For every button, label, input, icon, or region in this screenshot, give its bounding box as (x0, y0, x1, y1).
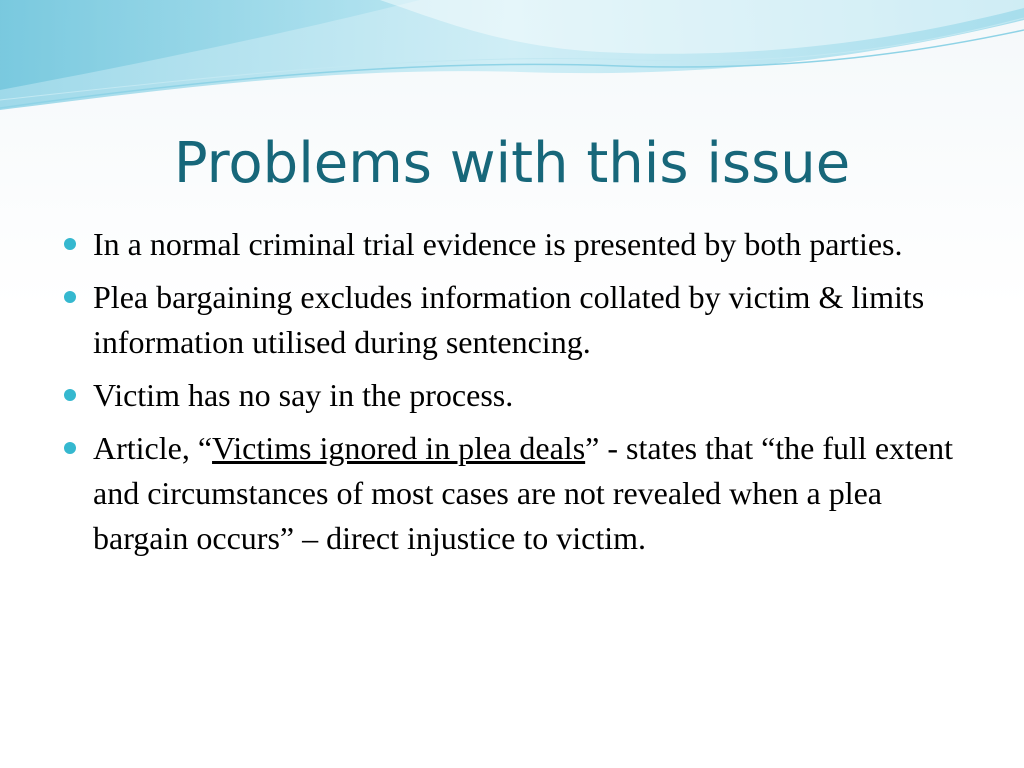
bullet-text-prefix: Article, “ (93, 430, 213, 466)
bullet-item (64, 373, 964, 418)
article-link[interactable]: Victims ignored in plea deals (212, 430, 586, 466)
bullet-item (64, 275, 964, 365)
bullet-item (64, 222, 964, 267)
bullet-text-suffix: ” - states that “the full extent and circumstances of most cases are not revealed when a plea bargain occurs” – direct injustice to victim. (93, 430, 953, 556)
bullet-text: In a normal criminal trial evidence is presented by both parties. (93, 226, 903, 262)
bullet-dot-icon (64, 389, 76, 401)
bullet-dot-icon (64, 442, 76, 454)
header-wave-decoration (0, 0, 1024, 130)
bullet-dot-icon (64, 291, 76, 303)
bullet-text: Victim has no say in the process. (93, 377, 514, 413)
slide-title: Problems with this issue (173, 131, 851, 196)
bullet-text: Plea bargaining excludes information collated by victim & limits information utilised during sentencing. (93, 279, 925, 360)
bullet-dot-icon (64, 238, 76, 250)
bullet-item (64, 426, 964, 561)
bullet-list (64, 222, 964, 569)
